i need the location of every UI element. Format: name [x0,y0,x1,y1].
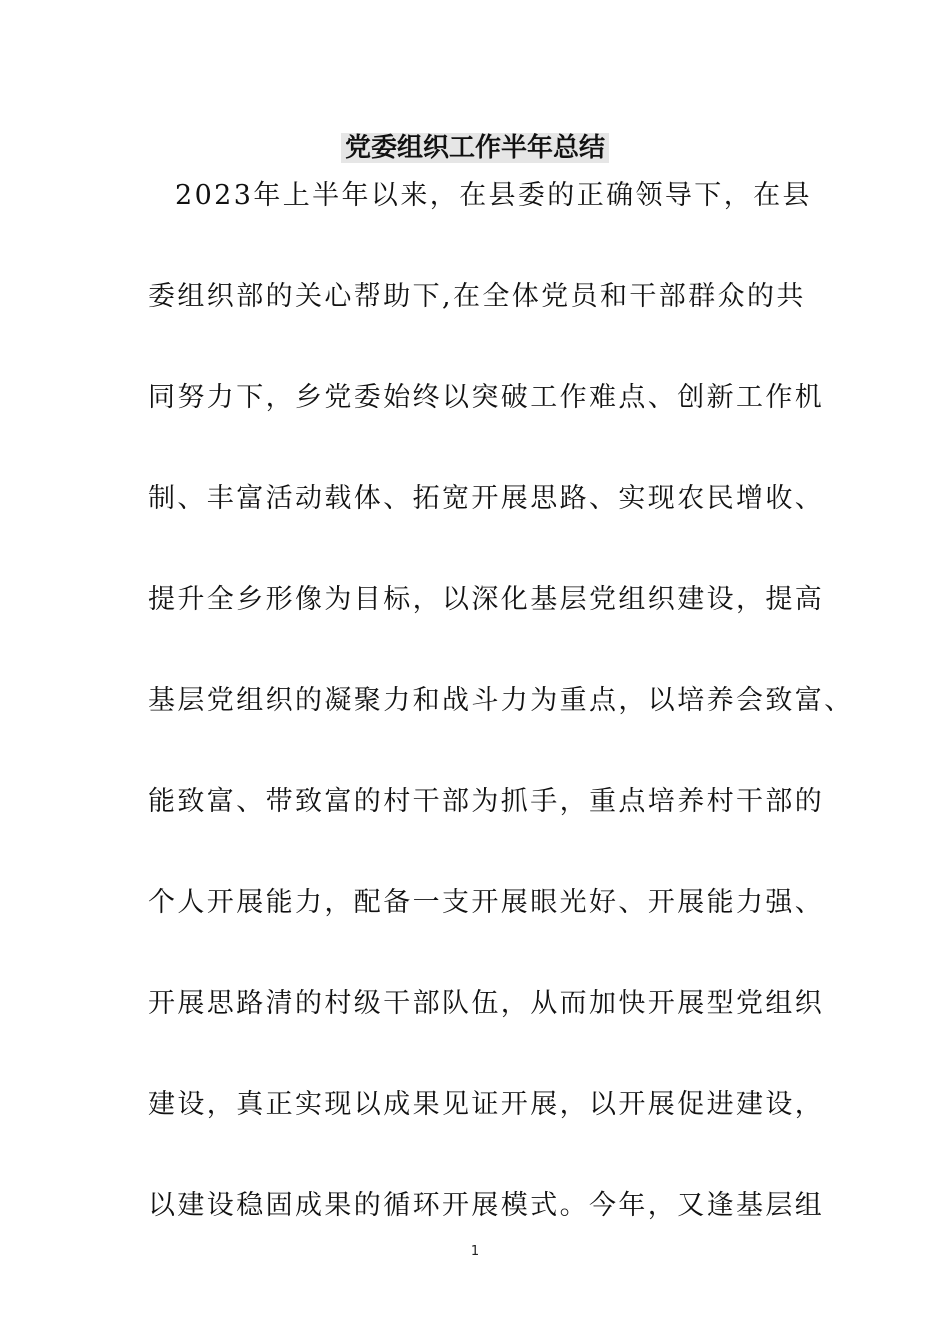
document-title-text: 党委组织工作半年总结 [341,133,609,163]
body-line-11: 以建设稳固成果的循环开展模式。今年，又逢基层组 [148,1190,825,1221]
body-line-4: 制、丰富活动载体、拓宽开展思路、实现农民增收、 [148,483,825,514]
body-line-10: 建设，真正实现以成果见证开展，以开展促进建设， [148,1089,825,1120]
body-line-9: 开展思路清的村级干部队伍，从而加快开展型党组织 [148,988,825,1019]
body-line-8: 个人开展能力，配备一支开展眼光好、开展能力强、 [148,887,825,918]
body-line-6: 基层党组织的凝聚力和战斗力为重点，以培养会致富、 [148,685,854,716]
page-number: 1 [470,1244,480,1259]
body-line-5: 提升全乡形像为目标，以深化基层党组织建设，提高 [148,584,825,615]
body-line-2: 委组织部的关心帮助下,在全体党员和干部群众的共 [148,281,806,312]
document-title [0,128,950,168]
body-line-7: 能致富、带致富的村干部为抓手，重点培养村干部的 [148,786,825,817]
body-line-3: 同努力下，乡党委始终以突破工作难点、创新工作机 [148,382,825,413]
body-line-1: 2023年上半年以来，在县委的正确领导下，在县 [175,180,812,211]
